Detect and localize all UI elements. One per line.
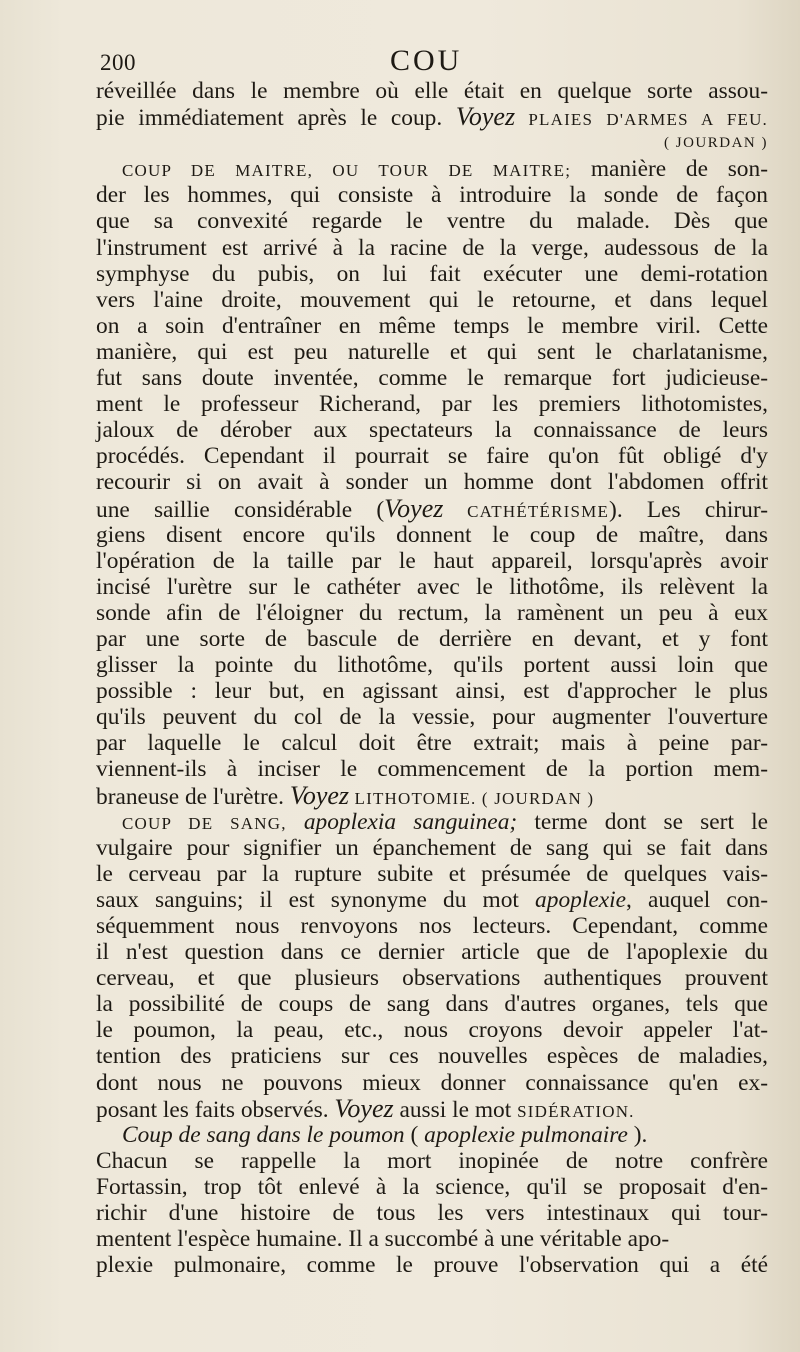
text-span: apoplexie pulmonaire [424, 1121, 628, 1148]
text-line [96, 1226, 768, 1252]
text-span: viennent-ils à inciser le commencement de la portion mem- [96, 756, 768, 783]
text-span: Coup de sang dans le poumon [122, 1121, 405, 1148]
text-span: apoplexie [535, 886, 626, 913]
text-span: pie immédiatement après le coup. [96, 105, 456, 132]
text-span: ( JOURDAN ) [664, 135, 768, 152]
text-span: on a soin d'entraîner en même temps le membre viril. Cette [96, 312, 768, 339]
text-line [96, 493, 768, 523]
text-line [96, 182, 768, 208]
text-line [96, 887, 768, 913]
text-line [96, 365, 768, 391]
text-line [96, 652, 768, 678]
text-line [96, 678, 768, 704]
text-span: cerveau, et que plusieurs observations authentiques prouvent [96, 965, 768, 992]
text-line [96, 339, 768, 365]
text-span: richir d'une histoire de tous les vers intestinaux qui tour- [96, 1200, 768, 1227]
text-span: par une sorte de bascule de derrière en devant, et y font [96, 625, 768, 652]
text-span: mentent l'espèce humaine. Il a succombé à une véritable apo- [96, 1226, 670, 1253]
text-span: ment le professeur Richerand, par les premiers lithotomistes, [96, 391, 768, 418]
text-span: PLAIES D'ARMES A FEU. [515, 110, 769, 130]
text-line [96, 756, 768, 782]
text-line [96, 1174, 768, 1200]
text-span: jaloux de dérober aux spectateurs la connaissance de leurs [96, 417, 768, 444]
text-line [96, 235, 768, 261]
text-span: saux sanguins; il est synonyme du mot [96, 886, 536, 913]
text-span: , auquel con- [625, 886, 768, 913]
text-span: giens disent encore qu'ils donnent le coup de maître, dans [96, 521, 768, 548]
text-span: vulgaire pour signifier un épanchement de sang qui se fait dans [96, 834, 768, 861]
text-span: la possibilité de coups de sang dans d'autres organes, tels que [96, 991, 768, 1018]
text-line [96, 1148, 768, 1174]
text-line [96, 522, 768, 548]
text-line [96, 780, 768, 810]
text-span: recourir si on avait à sonder un homme dont l'abdomen offrit [96, 469, 768, 496]
text-span: fut sans doute inventée, comme le remarque fort judicieuse- [96, 365, 768, 392]
text-line [96, 574, 768, 600]
text-line [96, 391, 768, 417]
text-line [96, 78, 768, 104]
text-span: l'instrument est arrivé à la racine de la verge, audessous de la [96, 234, 768, 261]
text-line [96, 1070, 768, 1096]
text-span: COUP DE MAITRE, OU TOUR DE MAITRE; [122, 161, 572, 181]
text-span: Voyez [334, 1093, 394, 1123]
text-span: manière, qui est peu naturelle et qui sent le charlatanisme, [96, 338, 768, 365]
text-span: ). [627, 1121, 648, 1148]
text-span: LITHOTOMIE. [349, 788, 477, 808]
text-line [96, 1093, 768, 1123]
text-line [96, 809, 768, 835]
text-line [96, 313, 768, 339]
text-span: Voyez [455, 102, 516, 132]
text-span: apoplexia sanguinea; [303, 808, 518, 835]
text-span: CATHÉTÉRISME [443, 501, 610, 521]
text-span: une saillie considérable ( [96, 496, 385, 523]
text-line [96, 1043, 768, 1069]
text-span: procédés. Cependant il pourrait se faire qu'on fût obligé d'y [96, 443, 768, 470]
text-line [96, 704, 768, 730]
text-line [96, 730, 768, 756]
text-span: manière de son- [571, 156, 768, 183]
text-line [96, 1252, 768, 1278]
text-line [96, 156, 768, 182]
text-span: Fortassin, trop tôt enlevé à la science, qu'il se proposait d'en- [96, 1173, 768, 1200]
text-span: posant les faits observés. [96, 1096, 335, 1123]
page-header [100, 44, 770, 80]
text-span: qu'ils peuvent du col de la vessie, pour augmenter l'ouverture [96, 704, 768, 731]
text-line [96, 913, 768, 939]
text-span: terme dont se sert le [517, 808, 768, 835]
text-line [96, 1122, 768, 1148]
text-line [96, 626, 768, 652]
text-line [96, 835, 768, 861]
text-line [96, 991, 768, 1017]
text-span: incisé l'urètre sur le cathéter avec le lithotôme, ils relèvent la [96, 573, 768, 600]
text-span: sonde afin de l'éloigner du rectum, la ramènent un peu à eux [96, 599, 768, 626]
text-line [96, 417, 768, 443]
body-text [96, 78, 768, 1278]
text-line [96, 261, 768, 287]
text-span: vers l'aine droite, mouvement qui le retourne, et dans lequel [96, 286, 768, 313]
text-span: par laquelle le calcul doit être extrait; mais à peine par- [96, 730, 768, 757]
text-span: ( [404, 1121, 425, 1148]
text-line [96, 861, 768, 887]
text-line [96, 208, 768, 234]
text-span: Voyez [289, 780, 350, 810]
text-span: il n'est question dans ce dernier article que de l'apoplexie du [96, 939, 768, 966]
running-head: COU [390, 44, 463, 77]
text-span: ). Les chirur- [609, 496, 768, 523]
text-span: séquemment nous renvoyons nos lecteurs. Cependant, comme [96, 913, 768, 939]
text-span: braneuse de l'urètre. [96, 783, 290, 810]
text-line [96, 965, 768, 991]
text-span: COUP DE SANG, [122, 813, 287, 833]
text-line [96, 130, 768, 156]
text-span: le poumon, la peau, etc., nous croyons devoir appeler l'at- [96, 1017, 768, 1044]
text-span: Chacun se rappelle la mort inopinée de notre confrère [96, 1147, 768, 1174]
text-span: réveillée dans le membre où elle était en quelque sorte assou- [96, 78, 768, 104]
text-span: ( JOURDAN ) [476, 788, 595, 808]
text-span: glisser la pointe du lithotôme, qu'ils portent aussi loin que [96, 652, 768, 679]
text-span: Voyez [384, 493, 444, 523]
text-span: possible : leur but, en agissant ainsi, est d'approcher le plus [96, 678, 768, 705]
text-line [96, 287, 768, 313]
text-span: tention des praticiens sur ces nouvelles espèces de maladies, [96, 1043, 768, 1070]
page-number: 200 [100, 50, 136, 75]
text-span: plexie pulmonaire, comme le prouve l'observation qui a été [96, 1252, 768, 1279]
text-span: dont nous ne pouvons mieux donner connaissance qu'en ex- [96, 1069, 768, 1096]
text-span: le cerveau par la rupture subite et présumée de quelques vais- [96, 860, 768, 887]
text-line [96, 104, 768, 130]
text-line [96, 548, 768, 574]
text-line [96, 1017, 768, 1043]
text-span: que sa convexité regarde le ventre du malade. Dès que [96, 208, 768, 235]
text-line [96, 1200, 768, 1226]
text-span: der les hommes, qui consiste à introduire la sonde de façon [96, 182, 768, 209]
text-span: aussi le mot [393, 1096, 518, 1123]
text-line [96, 939, 768, 965]
text-span: symphyse du pubis, on lui fait exécuter une demi-rotation [96, 260, 768, 287]
text-span [287, 809, 304, 835]
text-line [96, 469, 768, 495]
text-span: l'opération de la taille par le haut appareil, lorsqu'après avoir [96, 547, 768, 574]
text-span: SIDÉRATION. [517, 1101, 635, 1121]
text-line [96, 600, 768, 626]
text-line [96, 443, 768, 469]
